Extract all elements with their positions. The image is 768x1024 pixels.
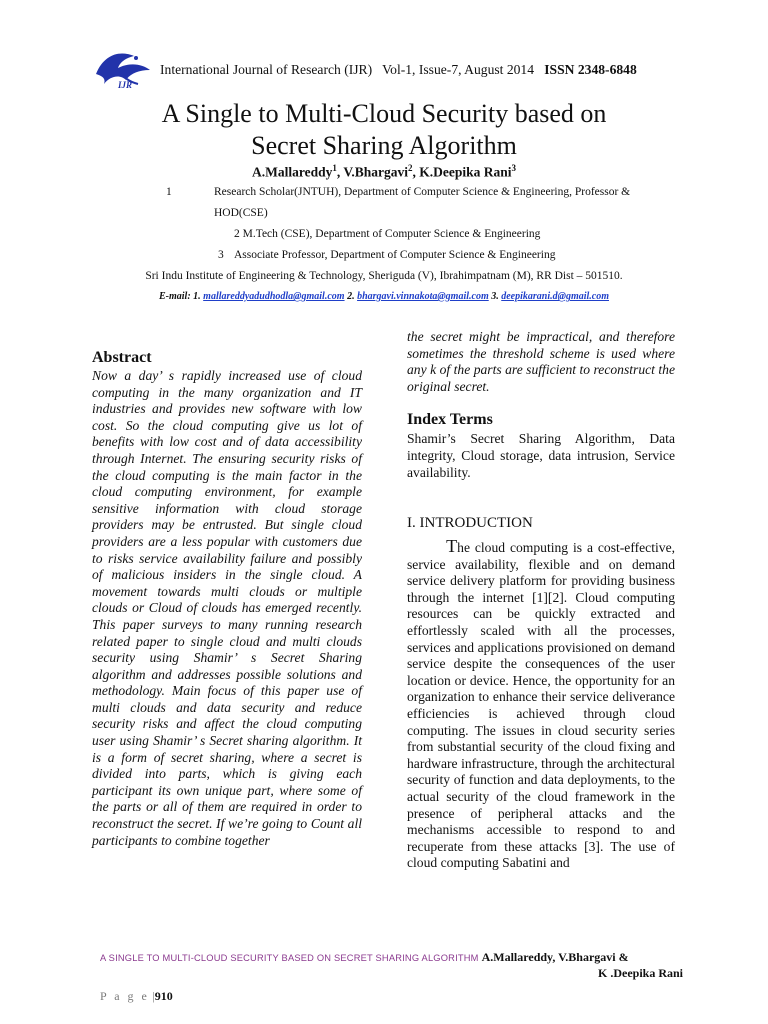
- email-label: E-mail: 1.: [159, 291, 201, 302]
- email-link-1[interactable]: mallareddyadudhodla@gmail.com: [203, 291, 345, 302]
- running-title: A SINGLE TO MULTI-CLOUD SECURITY BASED ON SECRET SHARING ALGORITHM: [100, 953, 479, 963]
- introduction-body: he cloud computing is a cost-effective, service availability, flexible and on demand service delivery platform for providing business through the internet [1][2]. Cloud computing resources can be quickly extracted and effortlessly scaled with all the processes, services and applications provisioned on demand service despite the consequences of the user location or device. Hence, the opportunity for an organization to enhance their service deliverance efficiencies is achieved through cloud computing. The issues in cloud security series from substantial security of the cloud fixing and hardware infrastructure, through the architectural security of function and data deployments, to the actual security of the cloud framework in the presence of peripheral attacks and the mechanisms accessible to respond to and recuperate from these attacks [3]. The use of cloud computing Sabatini and: [407, 540, 675, 871]
- logo-text: IJR: [118, 80, 133, 90]
- running-authors-1: A.Mallareddy, V.Bhargavi &: [481, 950, 629, 964]
- abstract-heading: Abstract: [92, 349, 152, 366]
- index-terms-text: Shamir’s Secret Sharing Algorithm, Data integrity, Cloud storage, data intrusion, Service availability.: [407, 431, 675, 480]
- index-terms-heading: Index Terms: [407, 411, 493, 428]
- paper-title: [60, 98, 708, 162]
- email-link-3[interactable]: deepikarani.d@gmail.com: [501, 291, 609, 302]
- affiliation-2: 2 M.Tech (CSE), Department of Computer Science & Engineering: [234, 228, 541, 240]
- introduction-heading: I. INTRODUCTION: [407, 515, 533, 531]
- affiliation-1-line-1: Research Scholar(JNTUH), Department of Computer Science & Engineering, Professor &: [214, 186, 631, 198]
- journal-logo: [90, 44, 156, 94]
- journal-name: International Journal of Research (IJR): [160, 62, 373, 77]
- running-authors-2: K .Deepika Rani: [598, 966, 684, 980]
- affiliation-1-line-2: HOD(CSE): [214, 207, 268, 219]
- abstract-continuation: the secret might be impractical, and therefore sometimes the threshold scheme is used where any k of the parts are sufficient to reconstruct the original secret.: [407, 329, 675, 394]
- page-label: P a g e: [100, 989, 150, 1003]
- author-sup: 3: [511, 163, 517, 173]
- author-name: V.Bhargavi: [343, 164, 408, 180]
- author-name: K.Deepika Rani: [419, 164, 512, 180]
- running-footer: [100, 950, 700, 965]
- title-line-1: A Single to Multi-Cloud Security based on: [161, 99, 607, 128]
- page-value: 910: [154, 989, 173, 1003]
- affiliation-1-number: 1: [166, 186, 172, 198]
- author-name: A.Mallareddy: [251, 164, 333, 180]
- dropcap: T: [446, 536, 458, 556]
- journal-volume: Vol-1, Issue-7, August 2014: [382, 62, 535, 77]
- author-list: A.Mallareddy$^1$, V.Bhargavi$^2$, K.Deepika Rani$^3$: [251, 163, 517, 180]
- email-sep-2: 2.: [347, 291, 355, 302]
- page-number: [100, 989, 173, 1004]
- email-sep-3: 3.: [491, 291, 499, 302]
- affiliation-3: Associate Professor, Department of Computer Science & Engineering: [234, 249, 556, 261]
- journal-issn: ISSN 2348-6848: [544, 62, 637, 77]
- email-line: [0, 291, 768, 302]
- author-sup: 2: [408, 163, 413, 173]
- institute: Sri Indu Institute of Engineering & Technology, Sheriguda (V), Ibrahimpatnam (M), RR Dist – 501510.: [145, 270, 623, 282]
- journal-header: [160, 62, 637, 78]
- affiliation-3-number: 3: [218, 249, 224, 261]
- title-line-2: Secret Sharing Algorithm: [251, 131, 517, 160]
- email-link-2[interactable]: bhargavi.vinnakota@gmail.com: [357, 291, 489, 302]
- author-sup: 1: [332, 163, 337, 173]
- abstract-text: Now a day’ s rapidly increased use of cloud computing in the many organization and IT industries and provides new software with low cost. So the cloud computing give us lot of benefits with low cost and of data accessibility through Internet. The ensuring security risks of the cloud computing is the main factor in the cloud computing environment, for example sensitive information with cloud storage providers may be entrusted. But single cloud providers are a less popular with customers due to risks service availability failure and possibly of malicious insiders in the single cloud. A movement towards multi clouds or multiple clouds or Cloud of clouds has emerged recently. This paper surveys to many running research related paper to single cloud and multi clouds security using Shamir’ s Secret Sharing algorithm and addresses possible solutions and methodology. Main focus of this paper use of multi clouds and data security and reduce security risks and affect the cloud computing user using Shamir’ s Secret sharing algorithm. It is a form of secret sharing, where a secret is divided into parts, which is giving each participant its own unique part, where some of the parts or all of them are required in order to reconstruct the secret. If we’re going to Count all participants to combine together: [92, 368, 362, 848]
- page-bar: |: [152, 989, 155, 1003]
- introduction-text: [407, 538, 675, 872]
